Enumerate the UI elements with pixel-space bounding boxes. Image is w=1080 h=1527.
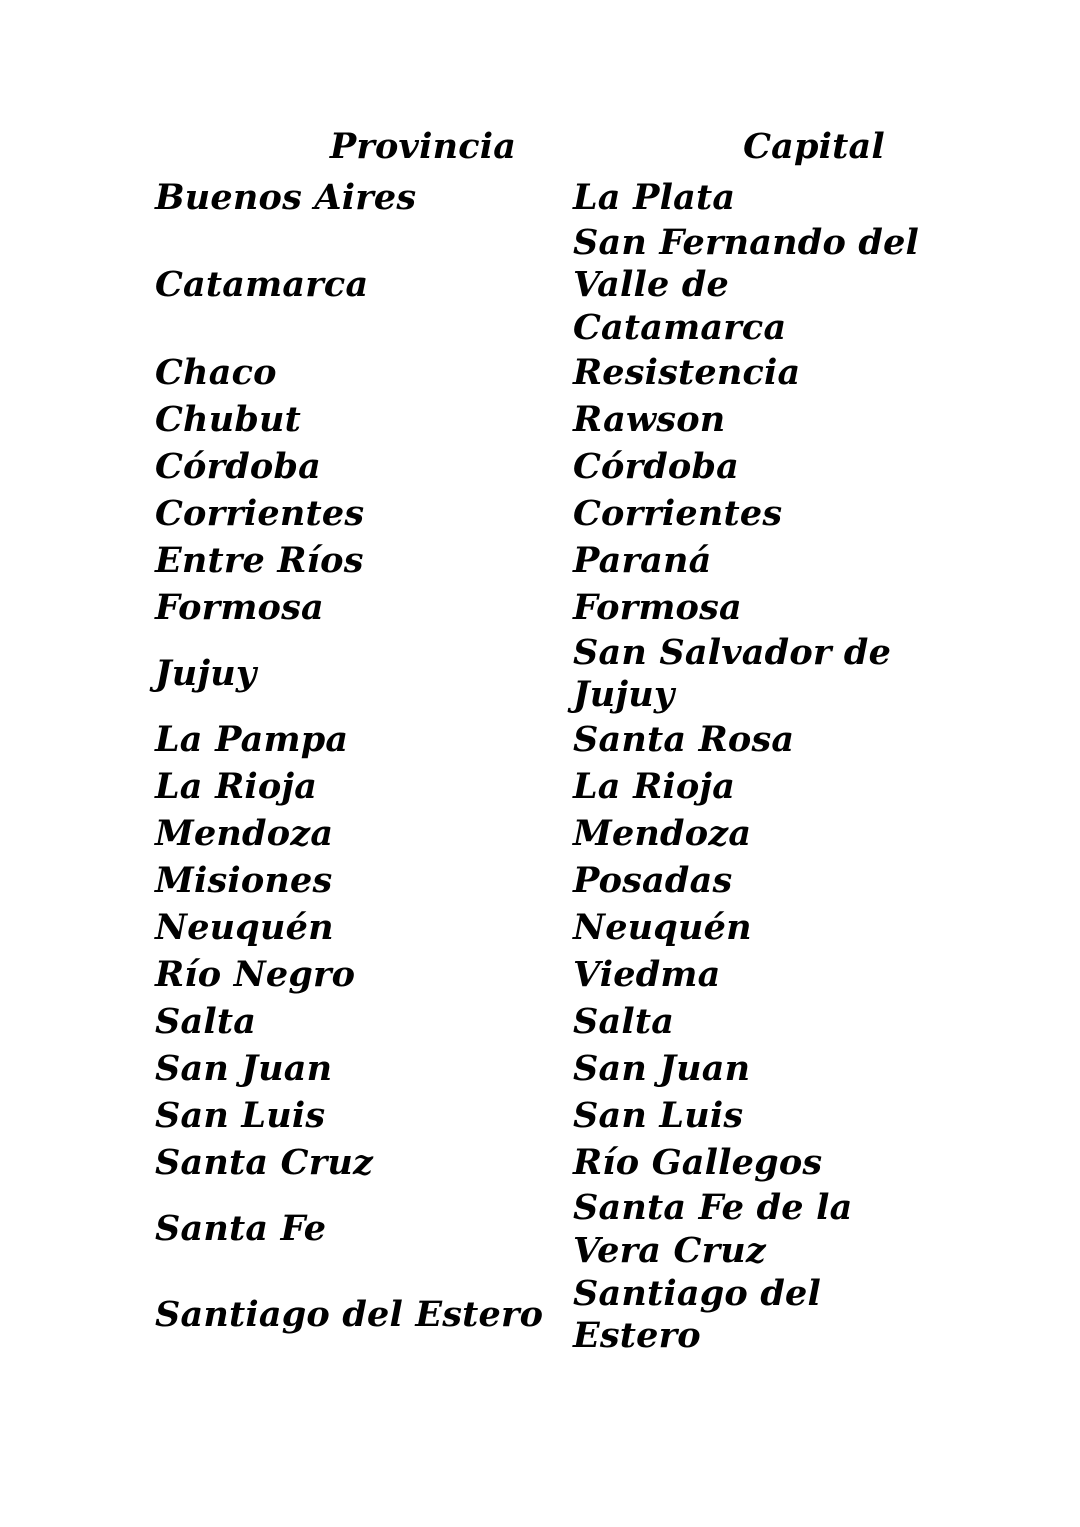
table-row — [155, 1093, 945, 1140]
cell-provincia: Santa Cruz — [155, 1142, 374, 1184]
table-body — [155, 175, 945, 1358]
cell-provincia: Catamarca — [155, 264, 369, 306]
cell-capital: Corrientes — [573, 492, 783, 534]
cell-provincia: Córdoba — [155, 445, 322, 487]
cell-capital: Santa Rosa — [573, 719, 795, 761]
table-row — [155, 952, 945, 999]
table-row — [155, 632, 945, 717]
cell-capital: Río Gallegos — [573, 1142, 823, 1184]
table-row — [155, 175, 945, 222]
table-row — [155, 1187, 945, 1272]
cell-capital: Viedma — [573, 954, 721, 996]
cell-capital: Resistencia — [573, 351, 801, 393]
table-row — [155, 811, 945, 858]
cell-capital: La Plata — [573, 176, 736, 218]
cell-provincia: Santa Fe — [155, 1208, 327, 1250]
cell-provincia: Neuquén — [155, 907, 334, 949]
table-row — [155, 1273, 945, 1358]
cell-capital: Santa Fe de la Vera Cruz — [573, 1187, 853, 1271]
table-row — [155, 1140, 945, 1187]
table-row — [155, 350, 945, 397]
table-row — [155, 491, 945, 538]
cell-provincia: Formosa — [155, 586, 324, 628]
cell-provincia: La Pampa — [155, 719, 349, 761]
cell-capital: San Juan — [573, 1048, 751, 1090]
cell-capital: Paraná — [573, 539, 712, 581]
column-header-provincia: Provincia — [329, 126, 517, 167]
cell-provincia: Misiones — [155, 860, 333, 902]
cell-capital: La Rioja — [573, 766, 736, 808]
table-row — [155, 222, 945, 350]
cell-provincia: Jujuy — [155, 653, 257, 695]
cell-capital: Posadas — [573, 860, 733, 902]
cell-capital: Santiago del Estero — [573, 1272, 821, 1357]
cell-capital: Mendoza — [573, 813, 752, 855]
cell-provincia: Corrientes — [155, 492, 365, 534]
table-row — [155, 397, 945, 444]
cell-provincia: Entre Ríos — [155, 539, 364, 581]
cell-capital: Formosa — [573, 586, 742, 628]
cell-provincia: La Rioja — [155, 766, 318, 808]
cell-provincia: Mendoza — [155, 813, 334, 855]
table-row — [155, 858, 945, 905]
table-row — [155, 1046, 945, 1093]
table-row — [155, 717, 945, 764]
cell-capital: Rawson — [573, 398, 726, 440]
table-row — [155, 585, 945, 632]
cell-provincia: Chaco — [155, 351, 277, 393]
provinces-capitals-table — [155, 126, 945, 1358]
column-header-capital: Capital — [743, 126, 885, 167]
table-row — [155, 764, 945, 811]
table-row — [155, 444, 945, 491]
table-header-row — [155, 126, 945, 175]
table-row — [155, 905, 945, 952]
cell-capital: Salta — [573, 1001, 675, 1043]
cell-provincia: San Luis — [155, 1095, 326, 1137]
cell-capital: San Fernando del Valle de Catamarca — [573, 221, 920, 349]
cell-capital: Córdoba — [573, 445, 740, 487]
cell-provincia: Salta — [155, 1001, 257, 1043]
cell-provincia: Buenos Aires — [155, 176, 417, 218]
cell-capital: Neuquén — [573, 907, 752, 949]
table-header — [155, 126, 945, 175]
cell-provincia: Río Negro — [155, 954, 356, 996]
cell-capital: San Luis — [573, 1095, 744, 1137]
cell-provincia: San Juan — [155, 1048, 333, 1090]
cell-provincia: Chubut — [155, 398, 302, 440]
table-row — [155, 538, 945, 585]
table-row — [155, 999, 945, 1046]
cell-provincia: Santiago del Estero — [155, 1293, 544, 1335]
cell-capital: San Salvador de Jujuy — [573, 631, 892, 716]
provinces-capitals-table-container — [155, 126, 945, 1358]
